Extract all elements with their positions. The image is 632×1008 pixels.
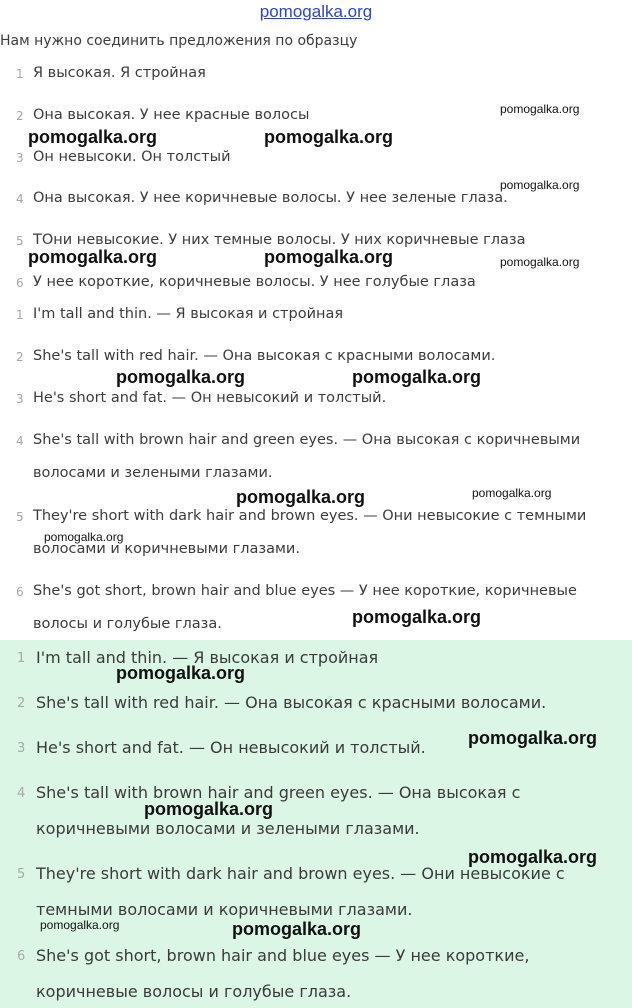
item-text: У нее короткие, коричневые волосы. У нее голубые глаза xyxy=(33,274,476,290)
item-text: I'm tall and thin. — Я высокая и стройная xyxy=(36,648,379,667)
watermark: pomogalka.org xyxy=(472,486,552,500)
watermark: pomogalka.org xyxy=(28,127,158,147)
item-number: 6 xyxy=(16,276,24,290)
item-text: Он невысоки. Он толстый xyxy=(33,149,231,165)
watermark: pomogalka.org xyxy=(500,178,580,192)
item-number: 5 xyxy=(17,867,26,882)
item-number: 1 xyxy=(16,67,24,81)
item-number: 2 xyxy=(17,696,26,711)
item-number: 5 xyxy=(16,510,24,524)
item-text: I'm tall and thin. — Я высокая и стройная xyxy=(33,306,344,322)
site-link[interactable]: pomogalka.org xyxy=(259,2,373,21)
item-text-continued: волосы и голубые глаза. xyxy=(33,616,222,632)
item-number: 1 xyxy=(16,308,24,322)
item-text-continued: коричневые волосы и голубые глаза. xyxy=(36,982,352,1001)
watermark: pomogalka.org xyxy=(468,847,598,867)
watermark: pomogalka.org xyxy=(500,102,580,116)
watermark: pomogalka.org xyxy=(144,799,274,819)
watermark: pomogalka.org xyxy=(232,919,362,939)
watermark: pomogalka.org xyxy=(236,487,366,507)
watermark: pomogalka.org xyxy=(28,247,158,267)
item-text-continued: темными волосами и коричневыми глазами. xyxy=(36,900,413,919)
item-number: 6 xyxy=(17,949,26,964)
item-text: Она высокая. У нее красные волосы xyxy=(33,107,310,123)
item-number: 1 xyxy=(17,651,26,666)
item-number: 5 xyxy=(16,234,24,248)
intro-text: Нам нужно соединить предложения по образцу xyxy=(0,33,358,49)
item-text: She's got short, brown hair and blue eyes — У нее короткие, коричневые xyxy=(33,583,577,599)
watermark: pomogalka.org xyxy=(116,663,246,683)
item-text: She's tall with red hair. — Она высокая с красными волосами. xyxy=(33,348,496,364)
item-text: Она высокая. У нее коричневые волосы. У нее зеленые глаза. xyxy=(33,190,508,206)
item-text: ТОни невысокие. У них темные волосы. У них коричневые глаза xyxy=(33,232,526,248)
item-text: They're short with dark hair and brown eyes. — Они невысокие с темными xyxy=(33,508,587,524)
item-text: They're short with dark hair and brown eyes. — Они невысокие с xyxy=(36,864,565,883)
item-text: She's tall with red hair. — Она высокая с красными волосами. xyxy=(36,693,547,712)
item-number: 2 xyxy=(16,350,24,364)
item-number: 3 xyxy=(16,151,24,165)
item-text-continued: коричневыми волосами и зелеными глазами. xyxy=(36,819,420,838)
item-number: 3 xyxy=(17,741,26,756)
item-text: Я высокая. Я стройная xyxy=(33,65,206,81)
item-text: She's tall with brown hair and green eyes. — Она высокая с коричневыми xyxy=(33,432,581,448)
item-number: 2 xyxy=(16,109,24,123)
item-number: 6 xyxy=(16,585,24,599)
watermark: pomogalka.org xyxy=(44,530,124,544)
watermark: pomogalka.org xyxy=(468,728,598,748)
watermark: pomogalka.org xyxy=(116,367,246,387)
item-text: He's short and fat. — Он невысокий и толстый. xyxy=(33,390,387,406)
item-text: He's short and fat. — Он невысокий и толстый. xyxy=(36,738,426,757)
watermark: pomogalka.org xyxy=(264,127,394,147)
item-text: She's got short, brown hair and blue eyes — У нее короткие, xyxy=(36,946,530,965)
item-text-continued: волосами и коричневыми глазами. xyxy=(33,541,300,557)
item-number: 3 xyxy=(16,392,24,406)
watermark: pomogalka.org xyxy=(40,918,120,932)
watermark: pomogalka.org xyxy=(264,247,394,267)
item-number: 4 xyxy=(17,786,26,801)
item-number: 4 xyxy=(16,434,24,448)
watermark: pomogalka.org xyxy=(352,607,482,627)
watermark: pomogalka.org xyxy=(500,255,580,269)
watermark: pomogalka.org xyxy=(352,367,482,387)
item-number: 4 xyxy=(16,192,24,206)
item-text-continued: волосами и зелеными глазами. xyxy=(33,465,273,481)
item-text: She's tall with brown hair and green eyes. — Она высокая с xyxy=(36,783,521,802)
